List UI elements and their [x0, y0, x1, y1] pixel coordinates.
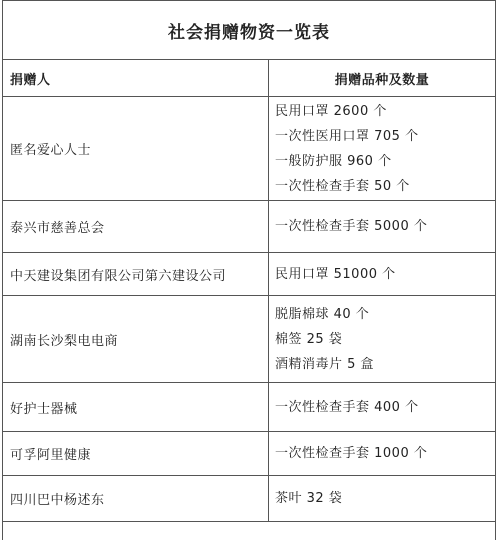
items-cell: [269, 476, 495, 521]
item-line: 棉签 25 袋: [275, 331, 343, 347]
item-line: 酒精消毒片 5 盒: [275, 356, 375, 372]
items-cell: [269, 296, 495, 382]
item-line: 一次性检查手套 5000 个: [275, 219, 428, 234]
header-items: 捐赠品种及数量: [334, 72, 430, 88]
donation-table: [2, 0, 496, 540]
item-line: 茶叶 32 袋: [275, 491, 343, 506]
item-line: 脱脂棉球 40 个: [275, 306, 370, 322]
items-cell: [269, 201, 495, 252]
donor-cell: 中天建设集团有限公司第六建设公司: [3, 253, 269, 295]
table-row: [3, 383, 495, 432]
items-cell: [269, 97, 495, 200]
item-line: 一次性检查手套 400 个: [275, 399, 419, 415]
items-cell: [269, 383, 495, 431]
table-title: 社会捐赠物资一览表: [3, 0, 495, 60]
table-row: [3, 476, 495, 522]
donor-cell: 匿名爱心人士: [3, 97, 269, 200]
item-line: 一次性检查手套 1000 个: [275, 446, 428, 461]
item-line: 一次性医用口罩 705 个: [275, 128, 419, 144]
item-line: 一般防护服 960 个: [275, 153, 392, 169]
table-row: [3, 97, 495, 201]
table-header-row: [3, 60, 495, 97]
donor-cell: 可孚阿里健康: [3, 432, 269, 475]
donor-cell: 湖南长沙梨电电商: [3, 296, 269, 382]
table-row: [3, 201, 495, 253]
items-cell: [269, 253, 495, 295]
items-cell: [269, 432, 495, 475]
table-row: [3, 296, 495, 383]
item-line: 民用口罩 2600 个: [275, 103, 387, 119]
header-donor: 捐赠人: [3, 60, 269, 96]
donor-cell: 好护士器械: [3, 383, 269, 431]
item-line: 一次性检查手套 50 个: [275, 178, 410, 194]
table-row: [3, 253, 495, 296]
donor-cell: 四川巴中杨述东: [3, 476, 269, 521]
table-row: [3, 432, 495, 476]
donor-cell: 泰兴市慈善总会: [3, 201, 269, 252]
item-line: 民用口罩 51000 个: [275, 266, 396, 282]
